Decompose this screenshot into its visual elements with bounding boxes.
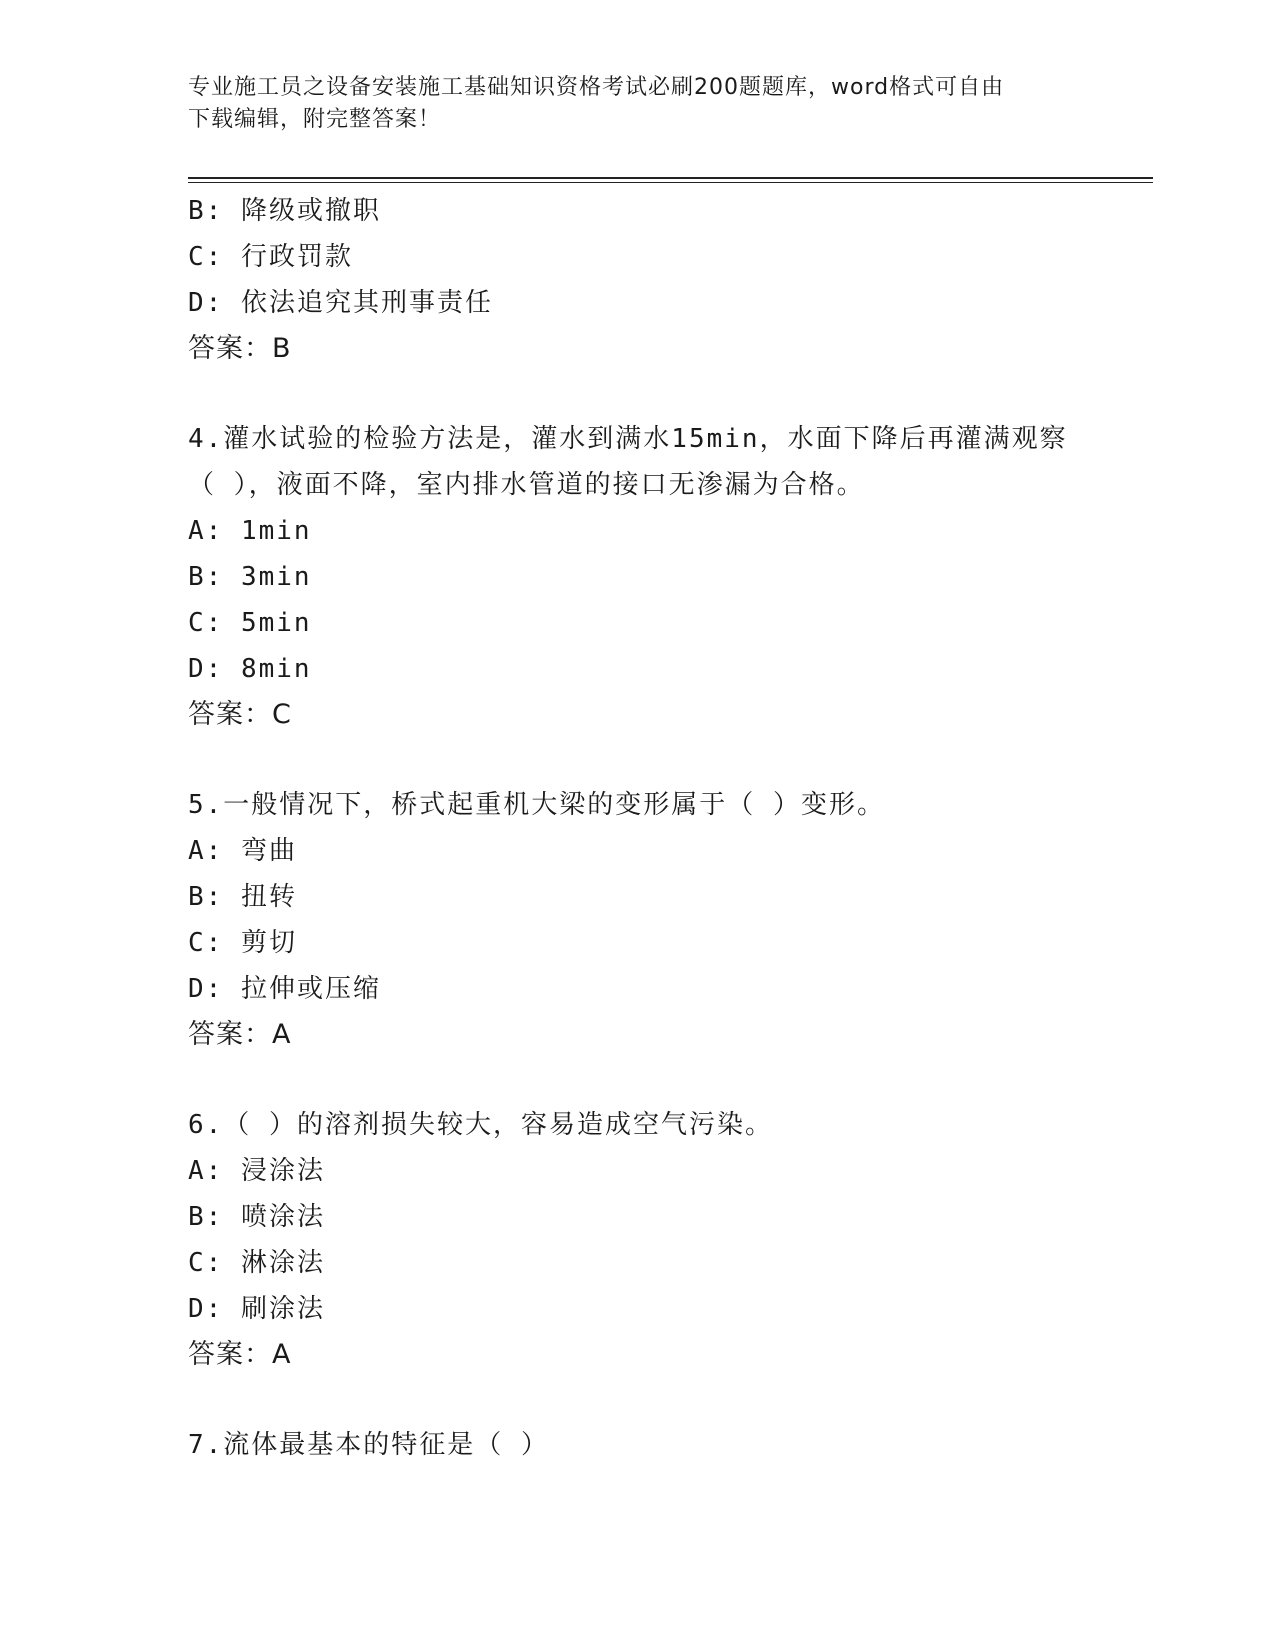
q5-option-d: D: 拉伸或压缩 — [188, 974, 381, 1004]
q5-stem: 5.一般情况下，桥式起重机大梁的变形属于（ ）变形。 — [188, 790, 885, 820]
q3-option-c: C: 行政罚款 — [188, 242, 353, 272]
question-4 — [188, 416, 1153, 738]
q7-stem: 7.流体最基本的特征是（ ） — [188, 1430, 549, 1460]
q6-option-b: B: 喷涂法 — [188, 1202, 325, 1232]
q4-option-c: C: 5min — [188, 608, 312, 638]
q3-answer: 答案：B — [188, 333, 292, 364]
q4-stem-line-1: 4.灌水试验的检验方法是，灌水到满水15min，水面下降后再灌满观察 — [188, 424, 1068, 454]
header-line-1: 专业施工员之设备安装施工基础知识资格考试必刷200题题库，word格式可自由 — [188, 75, 1005, 100]
q3-option-b: B: 降级或撤职 — [188, 196, 381, 226]
header-divider-thick — [188, 177, 1153, 179]
q4-option-b: B: 3min — [188, 562, 312, 592]
q4-stem-line-2: （ ），液面不降，室内排水管道的接口无渗漏为合格。 — [188, 470, 865, 500]
document-header — [188, 72, 1088, 136]
spacer — [188, 738, 1153, 782]
header-line-2: 下载编辑，附完整答案！ — [188, 107, 442, 132]
q3-option-d: D: 依法追究其刑事责任 — [188, 288, 493, 318]
q6-option-c: C: 淋涂法 — [188, 1248, 325, 1278]
q5-option-b: B: 扭转 — [188, 882, 297, 912]
header-divider-thin — [188, 182, 1153, 183]
question-list — [188, 188, 1153, 1468]
q6-answer: 答案：A — [188, 1339, 292, 1370]
q6-option-d: D: 刷涂法 — [188, 1294, 325, 1324]
q4-answer: 答案：C — [188, 699, 292, 730]
question-3 — [188, 188, 1153, 372]
q5-answer: 答案：A — [188, 1019, 292, 1050]
q4-option-d: D: 8min — [188, 654, 312, 684]
spacer — [188, 1378, 1153, 1422]
question-7 — [188, 1422, 1153, 1468]
spacer — [188, 372, 1153, 416]
question-6 — [188, 1102, 1153, 1378]
q5-option-c: C: 剪切 — [188, 928, 297, 958]
q6-stem: 6.（ ）的溶剂损失较大，容易造成空气污染。 — [188, 1110, 773, 1140]
question-5 — [188, 782, 1153, 1058]
q5-option-a: A: 弯曲 — [188, 836, 297, 866]
spacer — [188, 1058, 1153, 1102]
q6-option-a: A: 浸涂法 — [188, 1156, 325, 1186]
q4-option-a: A: 1min — [188, 516, 312, 546]
